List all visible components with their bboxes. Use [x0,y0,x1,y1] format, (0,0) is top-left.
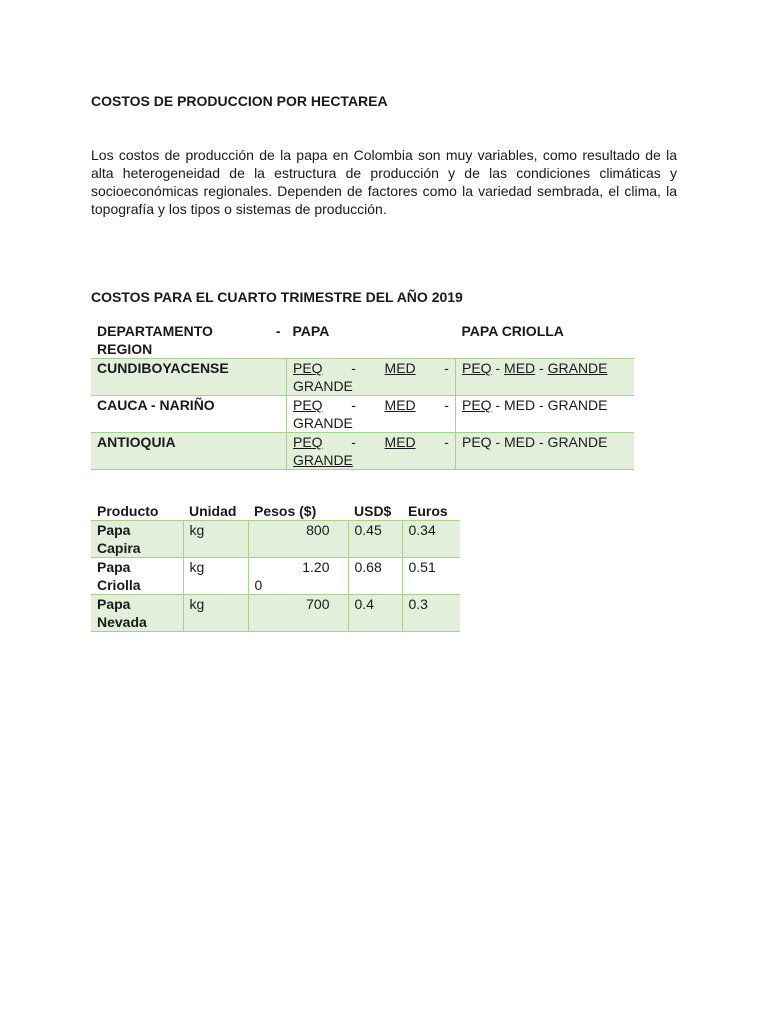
link-peq[interactable]: PEQ [293,360,323,376]
link-med[interactable]: MED [384,360,416,376]
link-peq[interactable]: PEQ [293,397,323,413]
criolla-rest-text: - MED - GRANDE [491,397,608,413]
costs-table [91,322,634,470]
separator: - [444,434,449,450]
separator: - [444,360,449,376]
papa-sizes-cell [287,396,456,433]
euros-cell: 0.3 [402,595,460,632]
header-departamento: DEPARTAMENTO [97,323,213,339]
pesos-value-wrap: 0 [254,577,263,593]
unidad-cell: kg [183,558,248,595]
link-grande[interactable]: GRANDE [293,452,353,468]
header-region: REGION [97,341,153,357]
usd-cell: 0.4 [348,595,402,632]
region-cell: CUNDIBOYACENSE [91,359,287,396]
table-row [91,433,634,470]
header-unidad: Unidad [183,502,248,521]
papa-sizes-cell [287,433,456,470]
link-med[interactable]: MED [384,397,416,413]
table-row [91,521,460,558]
header-pesos: Pesos ($) [248,502,348,521]
producto-line2: Criolla [97,577,141,593]
header-departamento-region [91,322,287,359]
region-cell: ANTIOQUIA [91,433,287,470]
pesos-cell [248,558,348,595]
header-papa-criolla: PAPA CRIOLLA [456,322,635,359]
unidad-cell: kg [183,595,248,632]
usd-cell: 0.68 [348,558,402,595]
link-grande[interactable]: GRANDE [547,360,608,376]
table-row [91,595,460,632]
euros-cell: 0.34 [402,521,460,558]
separator: - [351,434,356,450]
header-euros: Euros [402,502,460,521]
pesos-cell [248,595,348,632]
producto-line1: Papa [97,596,131,612]
separator: - [351,397,356,413]
header-papa: PAPA [287,322,456,359]
costs-table-header-row [91,322,634,359]
producto-line2: Capira [97,540,141,556]
pesos-value: 700 [306,596,330,612]
header-producto: Producto [91,502,183,521]
link-peq[interactable]: PEQ [462,397,492,413]
unidad-cell: kg [183,521,248,558]
criolla-sizes-cell [456,359,635,396]
table-row [91,359,634,396]
table-row [91,396,634,433]
table-row [91,558,460,595]
producto-cell [91,595,183,632]
euros-cell: 0.51 [402,558,460,595]
link-peq[interactable]: PEQ [293,434,323,450]
header-usd: USD$ [348,502,402,521]
link-peq[interactable]: PEQ [462,360,492,376]
text-grande: GRANDE [293,415,353,431]
page-title: COSTOS DE PRODUCCION POR HECTAREA [91,93,388,109]
region-cell: CAUCA - NARIÑO [91,396,287,433]
criolla-sizes-cell [456,396,635,433]
pesos-cell [248,521,348,558]
link-med[interactable]: MED [384,434,416,450]
producto-line2: Nevada [97,614,147,630]
producto-cell [91,558,183,595]
papa-sizes-cell [287,359,456,396]
prices-table-header-row [91,502,460,521]
criolla-sizes-cell: PEQ - MED - GRANDE [456,433,635,470]
pesos-value: 800 [306,522,330,538]
separator: - [444,397,449,413]
separator: - [535,360,548,376]
separator: - [491,360,505,376]
usd-cell: 0.45 [348,521,402,558]
producto-line1: Papa [97,522,131,538]
header-dash: - [275,323,281,339]
link-med[interactable]: MED [504,360,536,376]
prices-table [91,502,460,632]
pesos-value: 1.20 [302,559,330,575]
producto-cell [91,521,183,558]
intro-paragraph: Los costos de producción de la papa en Colombia son muy variables, como resultado de la alta heterogeneidad de la estructura de producción y de las condiciones climáticas y socioeconómicas regionales. Dependen de factores como la variedad sembrada, el clima, la topografía y los tipos o sistemas de producción. [91,147,677,217]
separator: - [351,360,356,376]
producto-line1: Papa [97,559,131,575]
text-grande: GRANDE [293,378,353,394]
section-title: COSTOS PARA EL CUARTO TRIMESTRE DEL AÑO 2019 [91,289,463,305]
